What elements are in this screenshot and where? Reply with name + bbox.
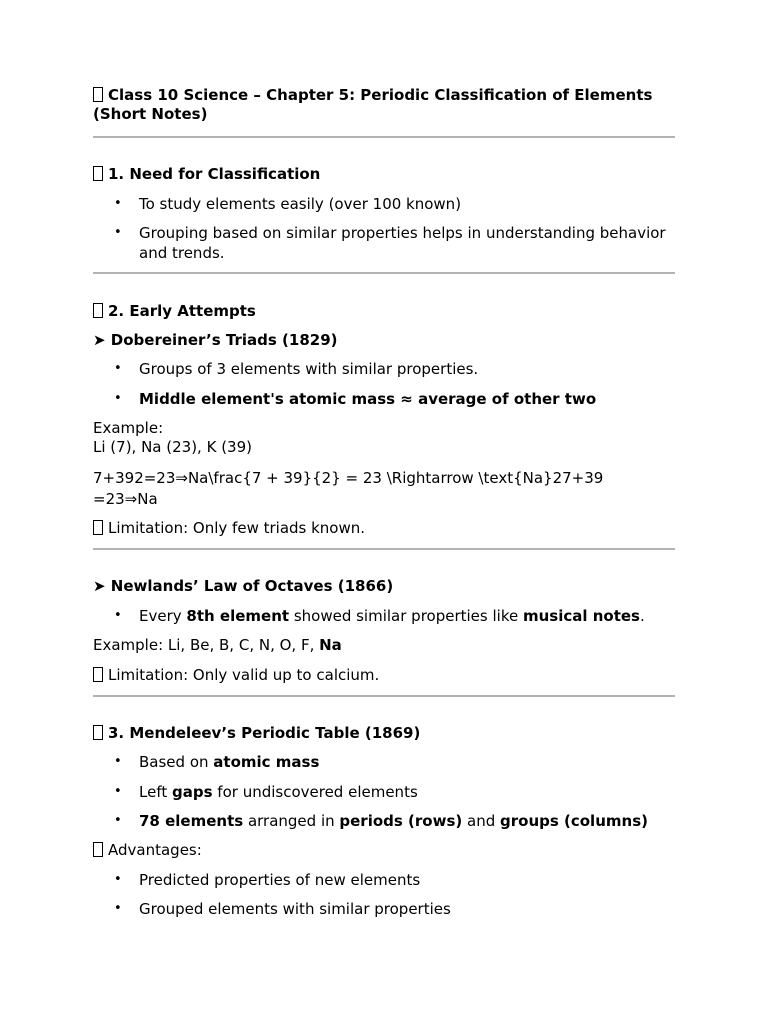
pin-icon (93, 725, 103, 740)
page-title: Class 10 Science – Chapter 5: Periodic Classification of Elements (Short Notes) (93, 86, 653, 123)
advantages-label: Advantages: (93, 840, 675, 860)
divider (93, 136, 675, 138)
limitation-text: Limitation: Only few triads known. (93, 518, 675, 538)
divider (93, 548, 675, 550)
dobereiner-list-2 (93, 389, 675, 409)
book-icon (93, 87, 103, 102)
list-item: • Predicted properties of new elements (93, 870, 675, 890)
need-list-2 (93, 223, 675, 263)
list-item: • Middle element's atomic mass ≈ average of other two (93, 389, 675, 409)
section-heading-mendeleev: 3. Mendeleev’s Periodic Table (1869) (93, 723, 675, 743)
mendeleev-list-2 (93, 782, 675, 802)
pin-icon (93, 166, 103, 181)
list-item: • Based on atomic mass (93, 752, 675, 772)
list-item: • Grouped elements with similar properties (93, 899, 675, 919)
list-item: • Grouping based on similar properties helps in understanding behavior and trends. (93, 223, 675, 263)
divider (93, 272, 675, 274)
formula-line: 7+392=23⇒Na\frac{7 + 39}{2} = 23 \Rightarrow \text{Na}27+39 (93, 469, 604, 487)
newlands-list (93, 606, 675, 626)
subheading-newlands: ➤ Newlands’ Law of Octaves (1866) (93, 577, 394, 595)
advantages-list (93, 870, 675, 890)
mendeleev-list-3 (93, 811, 675, 831)
list-item: • Every 8th element showed similar properties like musical notes. (93, 606, 675, 626)
list-item: • Groups of 3 elements with similar properties. (93, 359, 675, 379)
section-heading-early-attempts: 2. Early Attempts (93, 301, 675, 321)
warning-icon (93, 520, 103, 535)
dobereiner-list (93, 359, 675, 379)
limitation-text: Limitation: Only valid up to calcium. (93, 665, 675, 685)
section-heading-need-for-classification: 1. Need for Classification (93, 164, 675, 184)
pin-icon (93, 303, 103, 318)
check-icon (93, 842, 103, 857)
example-label: Example: (93, 419, 164, 437)
formula-line-2: =23⇒Na (93, 490, 158, 508)
list-item: • Left gaps for undiscovered elements (93, 782, 675, 802)
example-value: Li (7), Na (23), K (39) (93, 438, 252, 456)
mendeleev-list (93, 752, 675, 772)
subheading-dobereiner: ➤ Dobereiner’s Triads (1829) (93, 331, 338, 349)
divider (93, 695, 675, 697)
list-item: • To study elements easily (over 100 known) (93, 194, 675, 214)
example-newlands: Example: Li, Be, B, C, N, O, F, Na (93, 636, 342, 654)
need-list (93, 194, 675, 214)
warning-icon (93, 667, 103, 682)
advantages-list-2 (93, 899, 675, 919)
list-item: • 78 elements arranged in periods (rows) and groups (columns) (93, 811, 675, 831)
